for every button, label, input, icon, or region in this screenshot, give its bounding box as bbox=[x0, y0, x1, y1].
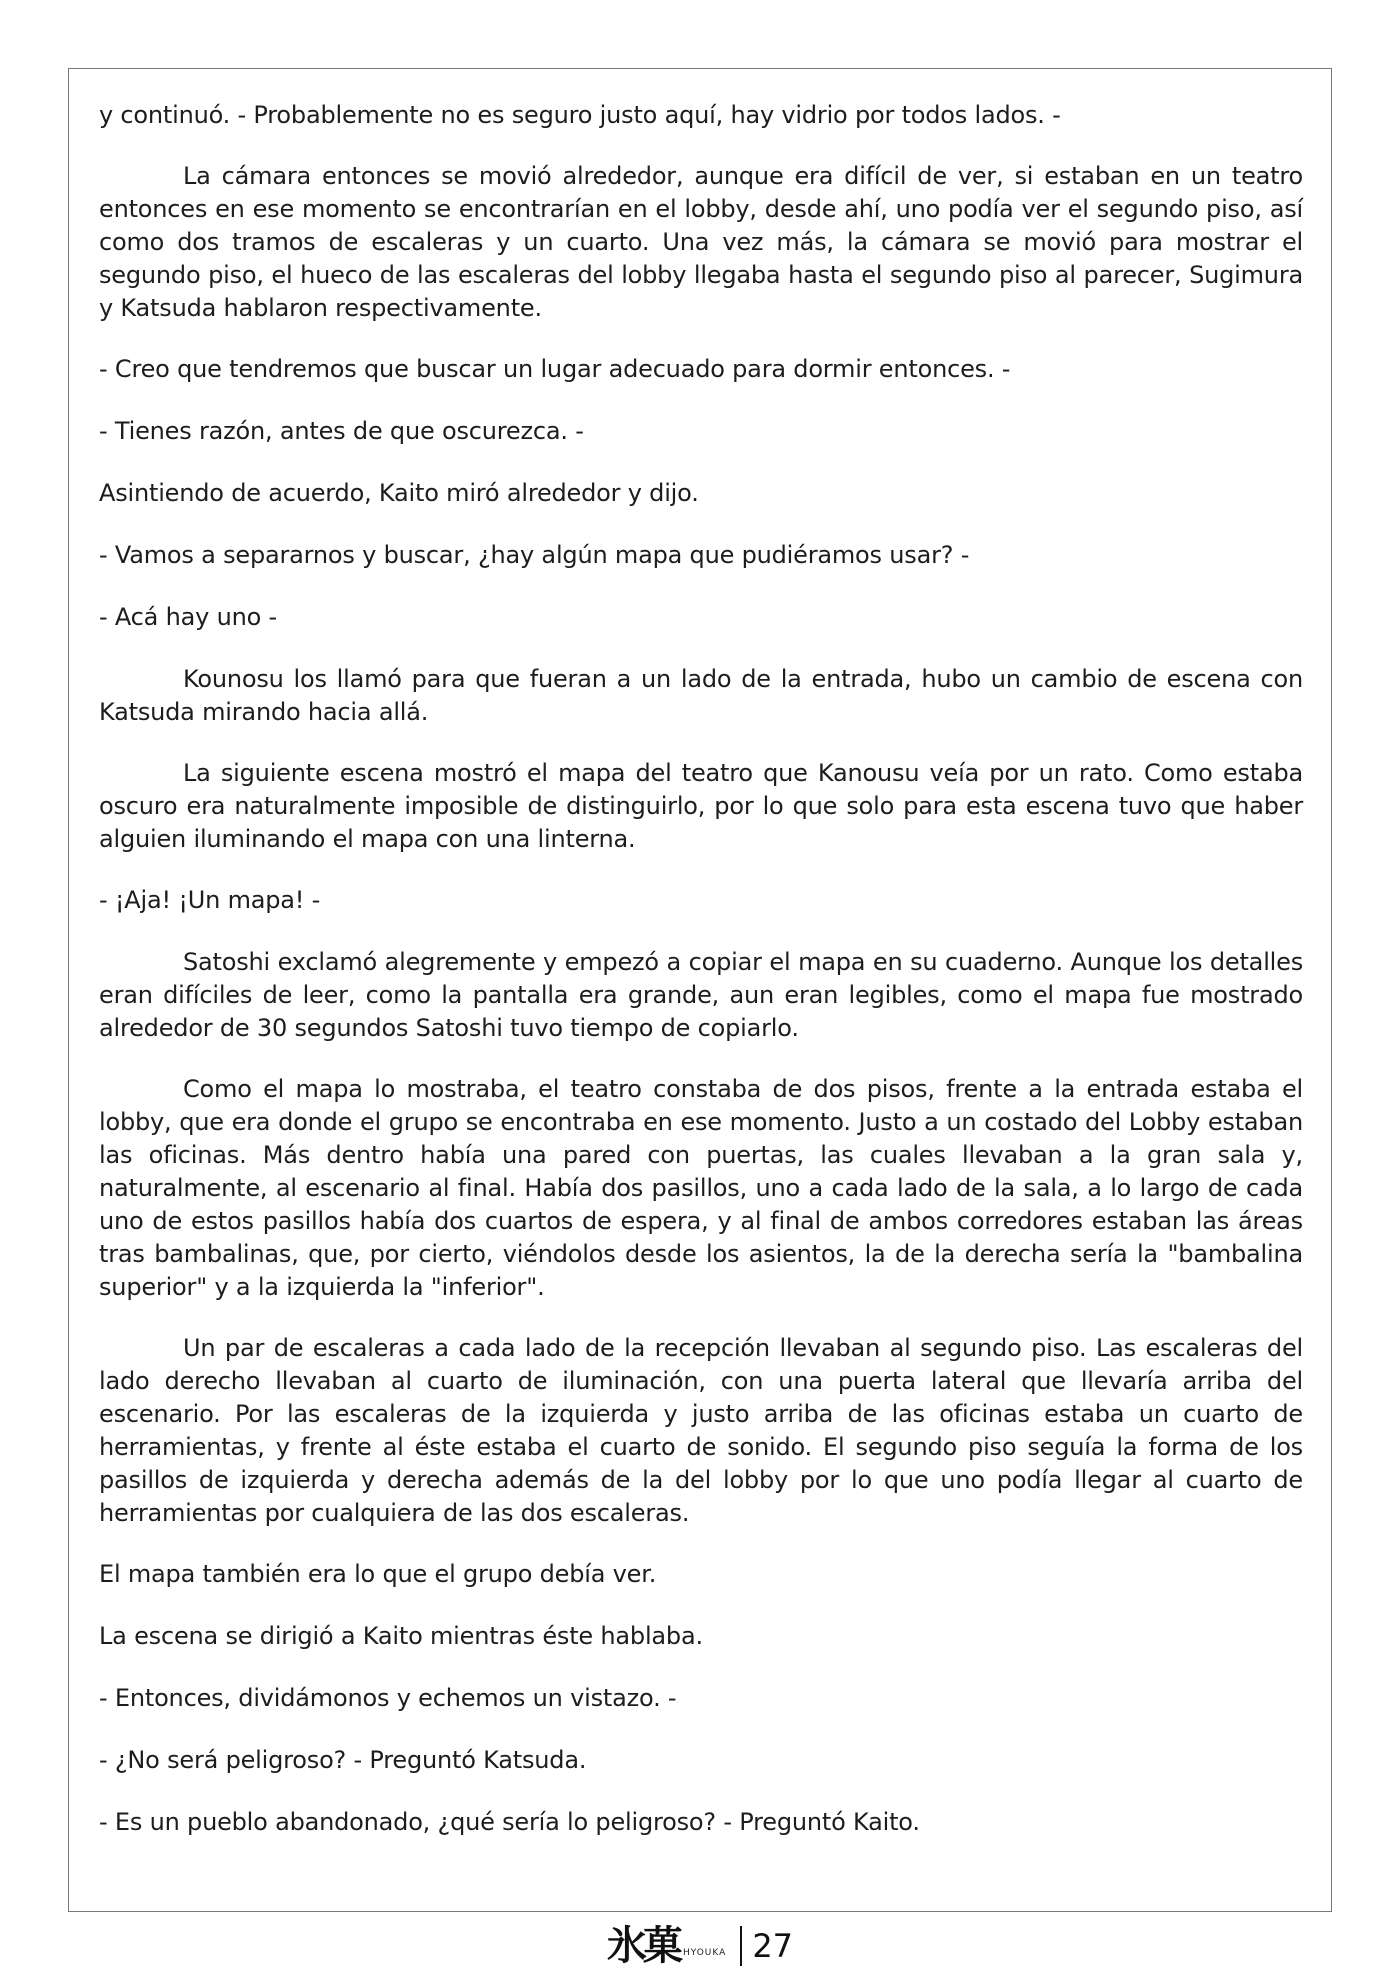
paragraph: - Tienes razón, antes de que oscurezca. - bbox=[99, 417, 584, 445]
paragraph: - Vamos a separarnos y buscar, ¿hay algún mapa que pudiéramos usar? - bbox=[99, 541, 970, 569]
paragraph: Satoshi exclamó alegremente y empezó a copiar el mapa en su cuaderno. Aunque los detalles eran difíciles de leer, como la pantalla era grande, aun eran legibles, como el mapa fue mostrado alrededor de 30 segundos Satoshi tuvo tiempo de copiarlo. bbox=[99, 948, 1303, 1042]
paragraph: - Creo que tendremos que buscar un lugar adecuado para dormir entonces. - bbox=[99, 355, 1011, 383]
document-body bbox=[99, 99, 1303, 1868]
paragraph: - ¿No será peligroso? - Preguntó Katsuda. bbox=[99, 1746, 587, 1774]
paragraph: El mapa también era lo que el grupo debía ver. bbox=[99, 1560, 657, 1588]
paragraph: Un par de escaleras a cada lado de la recepción llevaban al segundo piso. Las escaleras del lado derecho llevaban al cuarto de iluminación, con una puerta lateral que llevaría arriba del escenario. Por las escaleras de la izquierda y justo arriba de las oficinas estaba un cuarto de herramientas, y frente al éste estaba el cuarto de sonido. El segundo piso seguía la forma de los pasillos de izquierda y derecha además de la del lobby por lo que uno podía llegar al cuarto de herramientas por cualquiera de las dos escaleras. bbox=[99, 1334, 1303, 1527]
paragraph: Como el mapa lo mostraba, el teatro constaba de dos pisos, frente a la entrada estaba el lobby, que era donde el grupo se encontraba en ese momento. Justo a un costado del Lobby estaban las oficinas. Más dentro había una pared con puertas, las cuales llevaban a la gran sala y, naturalmente, al escenario al final. Había dos pasillos, uno a cada lado de la sala, a lo largo de cada uno de estos pasillos había dos cuartos de espera, y al final de ambos corredores estaban las áreas tras bambalinas, que, por cierto, viéndolos desde los asientos, la de la derecha sería la "bambalina superior" y a la izquierda la "inferior". bbox=[99, 1075, 1303, 1301]
paragraph: Kounosu los llamó para que fueran a un lado de la entrada, hubo un cambio de escena con Katsuda mirando hacia allá. bbox=[99, 665, 1303, 726]
page-footer bbox=[0, 1916, 1400, 1976]
hyouka-logo bbox=[607, 1924, 726, 1968]
paragraph: - Es un pueblo abandonado, ¿qué sería lo peligroso? - Preguntó Kaito. bbox=[99, 1808, 920, 1836]
paragraph: y continuó. - Probablemente no es seguro justo aquí, hay vidrio por todos lados. - bbox=[99, 101, 1061, 129]
paragraph: Asintiendo de acuerdo, Kaito miró alrededor y dijo. bbox=[99, 479, 699, 507]
logo-subtitle: HYOUKA bbox=[682, 1948, 727, 1958]
paragraph: La cámara entonces se movió alrededor, aunque era difícil de ver, si estaban en un teatro entonces en ese momento se encontrarían en el lobby, desde ahí, uno podía ver el segundo piso, así como dos tramos de escaleras y un cuarto. Una vez más, la cámara se movió para mostrar el segundo piso, el hueco de las escaleras del lobby llegaba hasta el segundo piso al parecer, Sugimura y Katsuda hablaron respectivamente. bbox=[99, 162, 1303, 322]
footer-separator bbox=[740, 1926, 742, 1966]
page-frame bbox=[68, 68, 1332, 1912]
paragraph: - Entonces, dividámonos y echemos un vistazo. - bbox=[99, 1684, 677, 1712]
paragraph: La siguiente escena mostró el mapa del teatro que Kanousu veía por un rato. Como estaba oscuro era naturalmente imposible de distinguirlo, por lo que solo para esta escena tuvo que haber alguien iluminando el mapa con una linterna. bbox=[99, 759, 1303, 853]
paragraph: La escena se dirigió a Kaito mientras éste hablaba. bbox=[99, 1622, 703, 1650]
paragraph: - ¡Aja! ¡Un mapa! - bbox=[99, 886, 321, 914]
page-number: 27 bbox=[752, 1927, 794, 1965]
paragraph: - Acá hay uno - bbox=[99, 603, 277, 631]
logo-kanji: 氷菓 bbox=[606, 1922, 679, 1969]
